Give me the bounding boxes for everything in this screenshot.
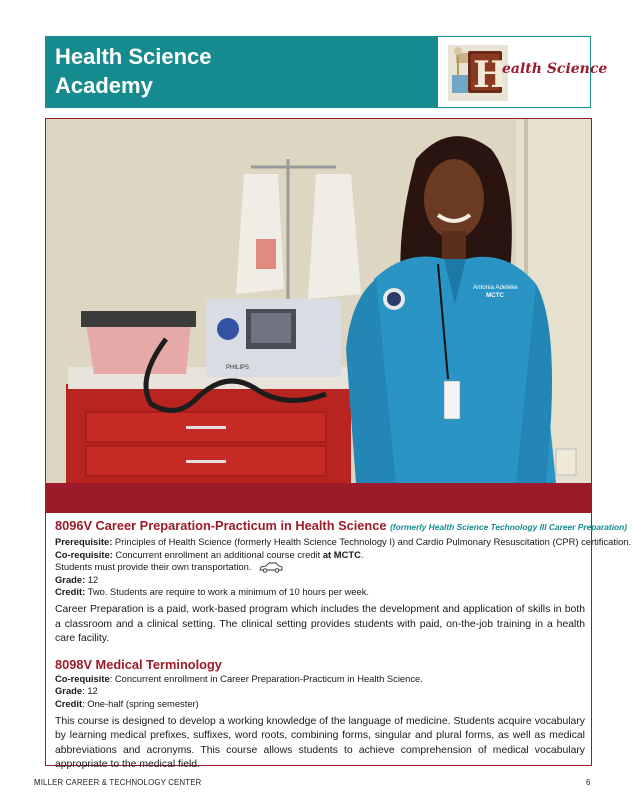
course-content xyxy=(55,517,632,773)
grade-text: : 12 xyxy=(82,685,98,697)
credit-label: Credit: xyxy=(55,586,86,598)
page-title-line1: Health Science xyxy=(55,44,212,69)
prerequisite-line xyxy=(55,536,632,549)
credit-line xyxy=(55,698,585,711)
student-photo xyxy=(46,119,591,483)
grade-line xyxy=(55,574,585,587)
course-description: This course is designed to develop a working knowledge of the language of medicine. Students acquire vocabulary by learning medical prefixes, suffixes, word roots, combining forms, singular and plural forms, as well as medical abbreviations and acronyms. This course allows students to achieve comprehension of medical vocabulary appropriate to the medical field. xyxy=(55,715,585,771)
logo-text: ealth Science xyxy=(502,61,608,77)
credit-label: Credit xyxy=(55,697,83,709)
grade-text: 12 xyxy=(85,573,99,585)
car-icon xyxy=(258,562,284,573)
corequisite-location: at MCTC xyxy=(322,548,361,560)
corequisite-label: Co-requisite: xyxy=(55,548,113,560)
page-title xyxy=(55,42,212,100)
grade-line xyxy=(55,685,585,698)
corequisite-label: Co-requisite xyxy=(55,672,110,684)
health-science-logo xyxy=(437,36,608,108)
corequisite-line xyxy=(55,673,585,686)
corequisite-line xyxy=(55,549,585,562)
course-8098v xyxy=(55,656,585,773)
transportation-text: Students must provide their own transportation. xyxy=(55,561,252,573)
scrubs-name-text: Antonia Adeleke xyxy=(473,284,518,291)
credit-line xyxy=(55,586,585,599)
photo-illustration xyxy=(46,119,591,483)
course-8096v xyxy=(55,517,632,647)
defib-brand: PHILIPS xyxy=(226,365,250,371)
transportation-line xyxy=(55,561,585,574)
grade-label: Grade xyxy=(55,685,83,697)
course-title xyxy=(55,517,628,536)
corequisite-end: . xyxy=(360,548,364,560)
header-banner xyxy=(45,36,437,108)
prerequisite-text: Principles of Health Science (formerly Health Science Technology I) and Cardio Pulmonary Resuscitation (CPR) certification. xyxy=(112,536,632,547)
scrubs-org-text: MCTC xyxy=(486,292,504,299)
page-title-line2: Academy xyxy=(55,73,153,98)
footer-org-name: MILLER CAREER & TECHNOLOGY CENTER xyxy=(34,778,202,787)
prerequisite-label: Prerequisite: xyxy=(55,536,113,547)
grade-label: Grade: xyxy=(55,573,86,585)
credit-text: : One-half (spring semester) xyxy=(82,697,199,709)
course-formerly-note: (formerly Health Science Technology III Career Preparation) xyxy=(390,522,628,532)
corequisite-text: : Concurrent enrollment in Career Preparation-Practicum in Health Science. xyxy=(109,672,423,684)
corequisite-text: Concurrent enrollment an additional course credit xyxy=(112,548,323,560)
credit-text: Two. Students are require to work a minimum of 10 hours per week. xyxy=(85,586,370,598)
course-title-text: 8096V Career Preparation-Practicum in Health Science xyxy=(55,518,387,533)
course-description: Career Preparation is a paid, work-based program which includes the development and application of skills in both a classroom and a clinical setting. The clinical setting provides students with paid, on-the-job training in a health care facility. xyxy=(55,603,585,645)
logo-letter: H xyxy=(473,54,508,96)
course-title: 8098V Medical Terminology xyxy=(55,656,222,672)
page-number: 6 xyxy=(586,778,591,787)
photo-caption-band xyxy=(46,483,591,513)
